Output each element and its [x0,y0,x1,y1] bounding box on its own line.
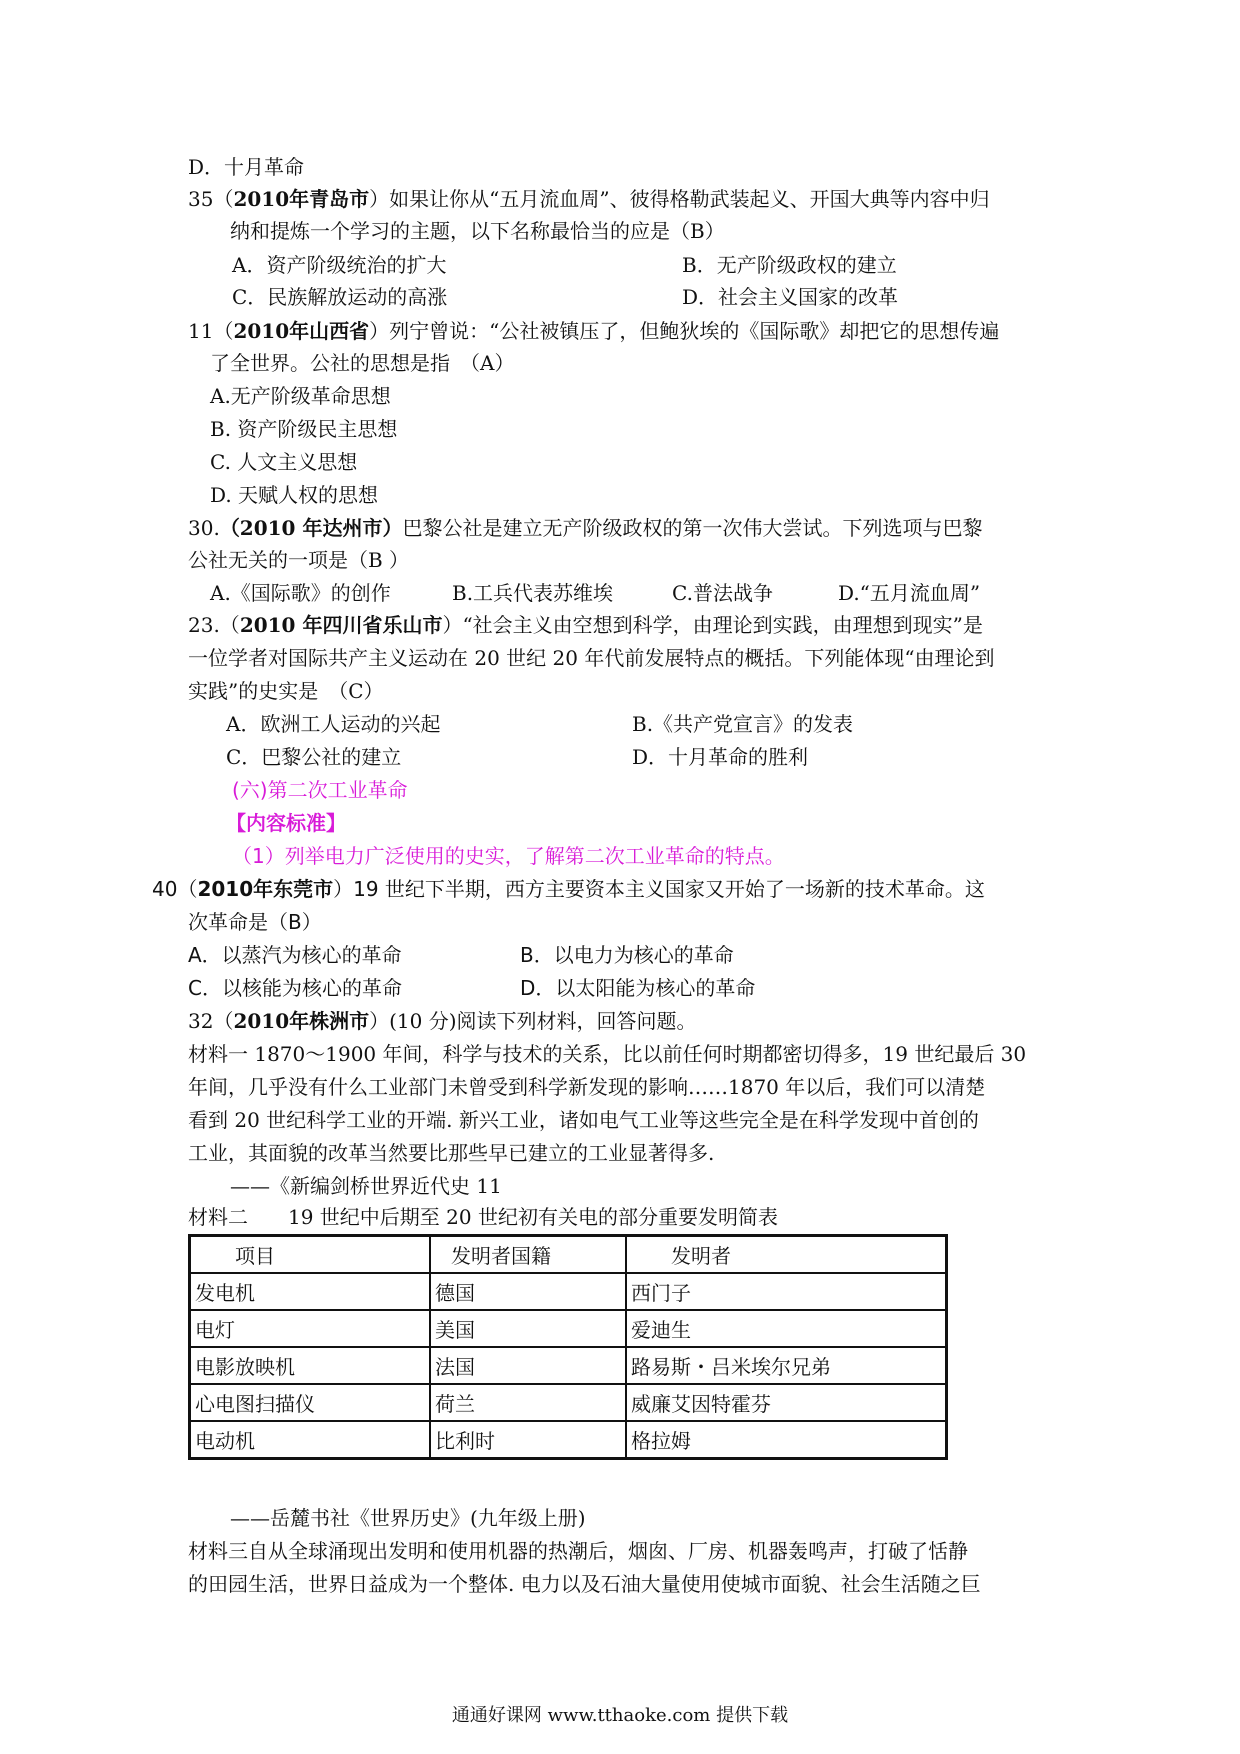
question-number: 30. [188,516,220,540]
question-23-option-b: B.《共产党宣言》的发表 [632,712,854,736]
material-1-line-1: 材料一 1870～1900 年间，科学与技术的关系，比以前任何时期都密切得多，19 世纪最后 30 [188,1042,1027,1066]
content-standard-item: （1）列举电力广泛使用的史实，了解第二次工业革命的特点。 [232,844,785,868]
question-23-option-a: A．欧洲工人运动的兴起 [226,712,441,736]
table-cell: 电动机 [190,1421,431,1459]
page-footer: 通通好课网 www.tthaoke.com 提供下载 [451,1705,789,1726]
inventions-table [188,1234,948,1460]
table-header-row [190,1236,947,1274]
question-11-option-a: A.无产阶级革命思想 [210,384,391,408]
section-heading: (六)第二次工业革命 [232,778,408,802]
question-11-option-d: D. 天赋人权的思想 [210,483,379,507]
table-row [190,1310,947,1347]
question-stem: ）“社会主义由空想到科学，由理论到实践，由理想到现实”是 [442,613,983,637]
table-cell: 威廉艾因特霍芬 [626,1384,947,1421]
table-cell: 路易斯・吕米埃尔兄弟 [626,1347,947,1384]
question-source: 2010年山西省 [233,319,370,343]
table-cell: 电灯 [190,1310,431,1347]
table-cell: 心电图扫描仪 [190,1384,431,1421]
material-1-line-2: 年间，几乎没有什么工业部门未曾受到科学新发现的影响……1870 年以后，我们可以清楚 [188,1075,986,1099]
table-header-item: 项目 [190,1236,431,1274]
question-source: 2010年青岛市 [233,187,370,211]
question-23-line-1 [188,610,983,640]
question-source: 2010年东莞市 [197,877,334,901]
question-11-option-b: B. 资产阶级民主思想 [210,417,398,441]
question-11-option-c: C. 人文主义思想 [210,450,358,474]
question-30-option-c: C.普法战争 [672,581,773,605]
question-stem: ）19 世纪下半期，西方主要资本主义国家又开始了一场新的技术革命。这 [333,877,985,901]
question-11-line-2: 了全世界。公社的思想是指 （A） [210,351,515,375]
table-cell: 发电机 [190,1273,431,1310]
question-number: 32（ [188,1009,234,1033]
table-row [190,1421,947,1459]
question-23-line-2: 一位学者对国际共产主义运动在 20 世纪 20 年代前发展特点的概括。下列能体现“由理论到 [188,646,995,670]
question-number: 23.（ [188,613,240,637]
question-35-option-d: D．社会主义国家的改革 [682,285,899,309]
answer-option-d: D．十月革命 [188,155,305,179]
table-row [190,1384,947,1421]
table-cell: 法国 [430,1347,626,1384]
question-stem: ）列宁曾说：“公社被镇压了，但鲍狄埃的《国际歌》却把它的思想传遍 [369,319,1000,343]
material-2-source: ——岳麓书社《世界历史》(九年级上册) [230,1506,586,1530]
content-standard-heading: 【内容标准】 [226,811,346,835]
table-cell: 德国 [430,1273,626,1310]
question-40-line-1 [152,874,985,904]
question-35-option-b: B．无产阶级政权的建立 [682,253,897,277]
material-1-line-3: 看到 20 世纪科学工业的开端. 新兴工业，诸如电气工业等这些完全是在科学发现中首创的 [188,1108,979,1132]
question-30-line-1 [188,513,982,543]
question-stem: ）(10 分)阅读下列材料，回答问题。 [369,1009,697,1033]
question-30-line-2: 公社无关的一项是（B ） [188,548,410,572]
question-number: 11（ [188,319,234,343]
question-35-line-1 [188,184,990,214]
question-stem: ）如果让你从“五月流血周”、彼得格勒武装起义、开国大典等内容中归 [369,187,990,211]
question-number: 40（ [152,877,198,901]
question-23-option-c: C．巴黎公社的建立 [226,745,402,769]
question-40-option-a: A．以蒸汽为核心的革命 [188,943,402,967]
question-30-option-b: B.工兵代表苏维埃 [452,581,614,605]
material-2-title: 材料二 19 世纪中后期至 20 世纪初有关电的部分重要发明简表 [188,1205,778,1229]
question-32-line-1 [188,1006,697,1036]
table-cell: 荷兰 [430,1384,626,1421]
material-1-source: ——《新编剑桥世界近代史 11 [230,1174,502,1198]
question-source: （2010 年达州市） [219,516,403,540]
question-40-option-b: B．以电力为核心的革命 [520,943,734,967]
table-cell: 电影放映机 [190,1347,431,1384]
question-23-line-3: 实践”的史实是 （C） [188,679,384,703]
material-3-line-1: 材料三自从全球涌现出发明和使用机器的热潮后，烟囱、厂房、机器轰鸣声，打破了恬静 [188,1539,968,1563]
table-cell: 美国 [430,1310,626,1347]
question-30-option-d: D.“五月流血周” [838,581,981,605]
question-11-line-1 [188,316,999,346]
table-cell: 比利时 [430,1421,626,1459]
question-23-option-d: D．十月革命的胜利 [632,745,809,769]
table-cell: 格拉姆 [626,1421,947,1459]
table-row [190,1273,947,1310]
question-30-option-a: A.《国际歌》的创作 [210,581,391,605]
question-source: 2010年株洲市 [233,1009,370,1033]
question-stem: 巴黎公社是建立无产阶级政权的第一次伟大尝试。下列选项与巴黎 [402,516,983,540]
question-35-option-c: C．民族解放运动的高涨 [232,285,448,309]
table-cell: 爱迪生 [626,1310,947,1347]
material-1-line-4: 工业，其面貌的改革当然要比那些早已建立的工业显著得多. [188,1141,715,1165]
table-header-nationality: 发明者国籍 [430,1236,626,1274]
question-35-option-a: A．资产阶级统治的扩大 [232,253,447,277]
question-source: 2010 年四川省乐山市 [239,613,443,637]
question-40-line-2: 次革命是（B） [188,910,322,934]
question-40-option-d: D．以太阳能为核心的革命 [520,976,756,1000]
question-40-option-c: C．以核能为核心的革命 [188,976,402,1000]
material-3-line-2: 的田园生活，世界日益成为一个整体. 电力以及石油大量使用使城市面貌、社会生活随之巨 [188,1572,981,1596]
question-number: 35（ [188,187,234,211]
question-35-line-2: 纳和提炼一个学习的主题，以下名称最恰当的应是（B） [230,219,725,243]
table-row [190,1347,947,1384]
table-header-inventor: 发明者 [626,1236,947,1274]
table-cell: 西门子 [626,1273,947,1310]
